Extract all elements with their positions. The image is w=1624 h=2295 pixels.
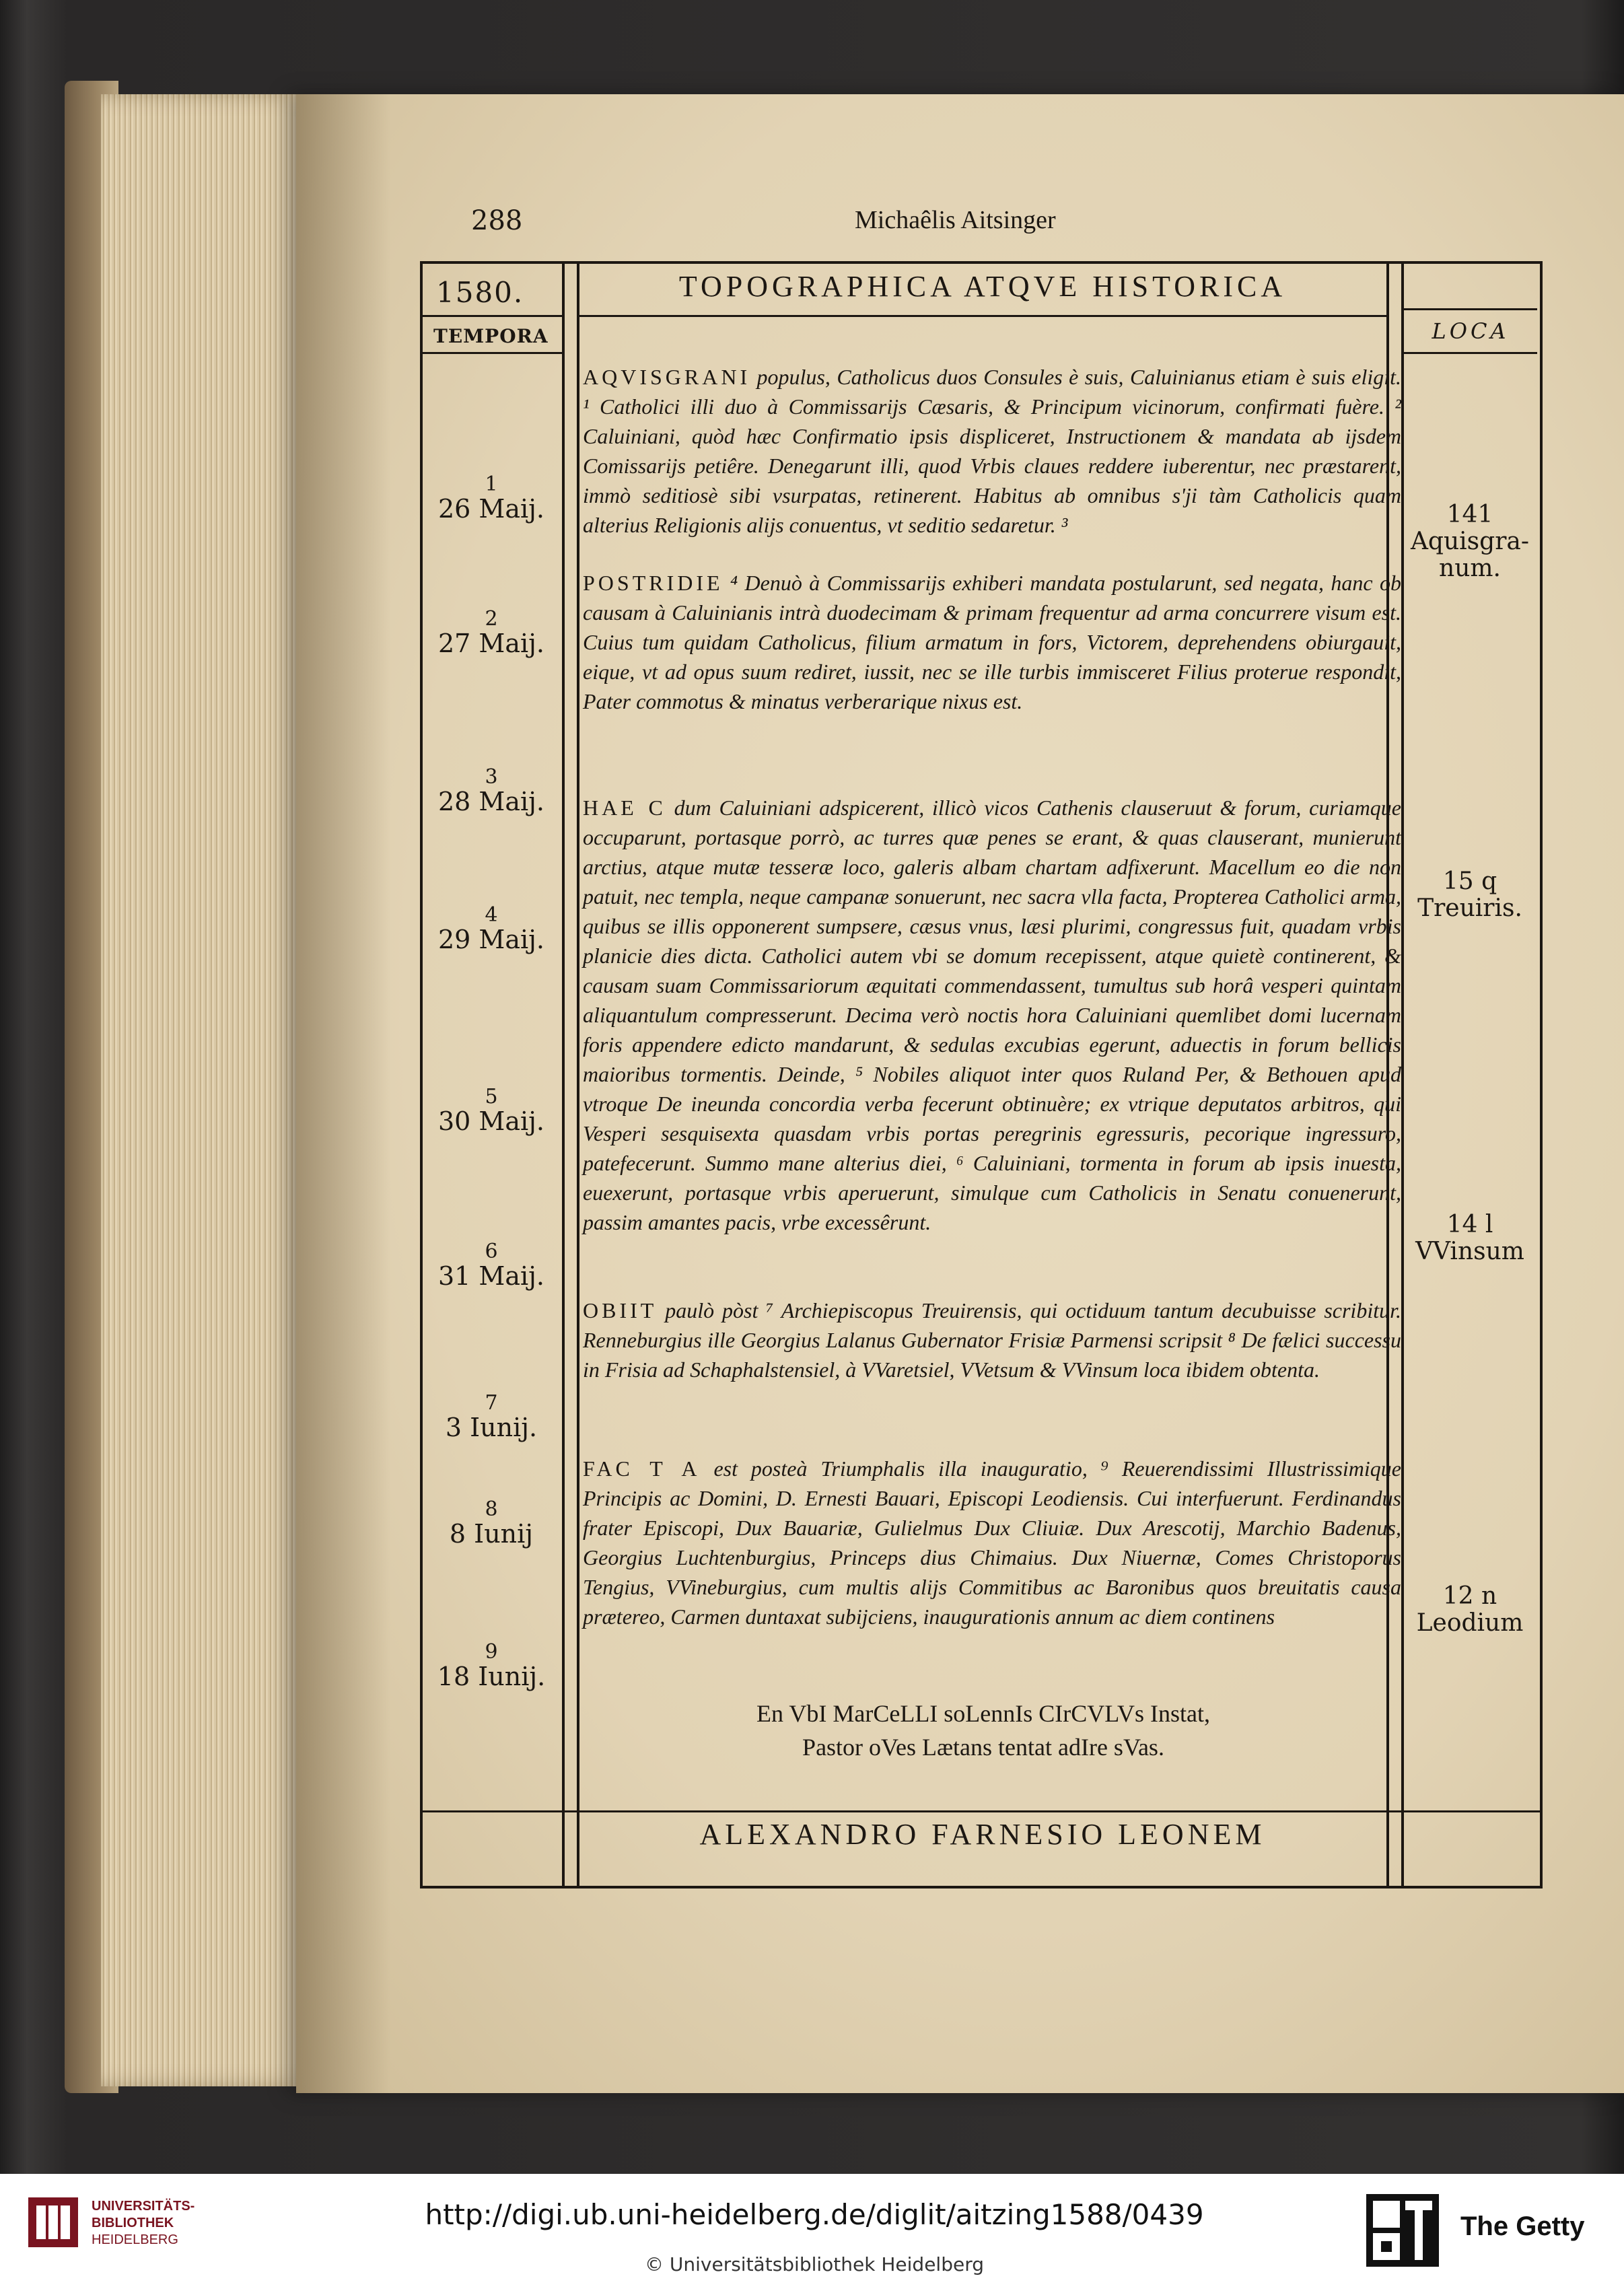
date-entry: 5 30 Maij.	[437, 1085, 544, 1136]
verse-line: Pastor oVes Lætans tentat adIre sVas.	[802, 1734, 1164, 1761]
date-entry: 9 18 Iunij.	[437, 1640, 546, 1691]
header-rule	[420, 315, 565, 317]
running-head: Michaêlis Aitsinger	[855, 206, 1056, 234]
page-title: TOPOGRAPHICA ATQVE HISTORICA	[678, 270, 1287, 303]
footer-title: ALEXANDRO FARNESIO LEONEM	[699, 1818, 1266, 1851]
paragraph: FAC T A est posteà Triumphalis illa inauguratio, ⁹ Reuerendissimi Illustrissimique Principis ac Domini, D. Ernesti Bauari, Episcopi Leodiensis. Cui interfuerunt. Ferdinandus frater Episcopi, Dux Bauariæ, Gulielmus Dux Cliuiæ. Dux Arescotij, Marchio Badenus, Georgius Luchtenburgius, Princeps dius Chimaius. Dux Niuernæ, Comes Christoporus Tengius, VVineburgius, cum multis alijs Commitibus ac Baronibus quos breuitatis causa prætereo, Carmen duntaxat subijciens, inaugurationis annum ac diem continens	[583, 1456, 1402, 1629]
header-rule	[579, 315, 1386, 317]
verse-line: En VbI MarCeLLI soLennIs CIrCVLVs Instat,	[756, 1700, 1210, 1727]
paragraph-lead: HAE C	[583, 796, 666, 820]
date-entry: 3 28 Maij.	[437, 765, 544, 816]
year-heading: 1580.	[436, 276, 524, 309]
university-library-logo-icon	[27, 2196, 79, 2249]
column-rule	[577, 264, 579, 1886]
column-rule	[562, 264, 565, 1886]
paragraph-lead: AQVISGRANI	[583, 365, 751, 389]
paragraph: OBIIT paulò pòst ⁷ Archiepiscopus Treuirensis, qui octiduum tantum decubuisse scribitur. Renneburgius ille Georgius Lalanus Gubernator Frisiæ Parmensi scripsit ⁸ De fælici successu in Frisia ad Schaphalstensiel, à VVaretsiel, VVetsum & VVinsum loca ibidem obtenta.	[583, 1298, 1401, 1382]
place-entry: 141 Aquisgra- num.	[1410, 501, 1530, 582]
date-entry: 4 29 Maij.	[437, 903, 544, 954]
paragraph: AQVISGRANI populus, Catholicus duos Consules è suis, Caluinianus etiam è suis eligit. ¹ Catholici illi duo à Commissarijs Cæsaris, & Principum vicinorum, confirmati fuère. ² Caluiniani, quòd hæc Confirmatio ipsis displiceret, Instructionem & mandata ab ijsdem Comissarijs petiêre. Denegarunt illi, quod Vrbis claues reddere iuberentur, nec præstarent, immò seditiosè sibi vsurpatas, retinerent. Habitus ab omnibus s'ji tàm Catholicis quam alterius Religionis alijs conuentus, vt seditio sedaretur. ³	[583, 365, 1401, 537]
paragraph: POSTRIDIE ⁴ Denuò à Commissarijs exhiberi mandata postularunt, sed negata, hanc ob causam à Caluinianis intrà duodecimam & primam frequentur ad arma concurrere visum est. Cuius tum quidam Catholicus, filium armatum in fors, Victorem, deprehendens obiurgauit, eique, vt ad opus suum rediret, iussit, nec se ille turbis immisceret Filius proterue respondit, Pater commotus & minatus verberarique nixus est.	[583, 571, 1401, 713]
date-entry: 2 27 Maij.	[437, 607, 544, 658]
header-rule	[1404, 352, 1537, 354]
paragraph-lead: FAC T A	[583, 1456, 701, 1481]
copyright-notice: © Universitätsbibliothek Heidelberg	[644, 2253, 984, 2275]
place-entry: 15 q Treuiris.	[1417, 868, 1522, 922]
library-name: UNIVERSITÄTS- BIBLIOTHEK HEIDELBERG	[92, 2199, 195, 2247]
footer-rule	[420, 1810, 1540, 1812]
place-entry: 14 l VVinsum	[1415, 1211, 1524, 1265]
date-entry: 1 26 Maij.	[437, 472, 544, 524]
page-number: 288	[471, 205, 523, 236]
place-entry: 12 n Leodium	[1416, 1582, 1524, 1637]
header-rule	[1404, 308, 1537, 310]
gutter-shadow	[296, 94, 390, 2093]
permalink-url[interactable]: http://digi.ub.uni-heidelberg.de/diglit/aitzing1588/0439	[425, 2198, 1204, 2231]
tempora-heading: TEMPORA	[433, 325, 549, 347]
header-rule	[423, 352, 562, 354]
getty-logo-icon	[1366, 2194, 1439, 2267]
partner-name: The Getty	[1460, 2212, 1585, 2241]
paragraph-lead: POSTRIDIE	[583, 571, 723, 595]
date-entry: 7 3 Iunij.	[445, 1391, 538, 1442]
paragraph-lead: OBIIT	[583, 1298, 658, 1322]
loca-heading: LOCA	[1432, 318, 1510, 344]
paragraph: HAE C dum Caluiniani adspicerent, illicò vicos Cathenis clauseruut & forum, curiamque occuparunt, portasque porrò, ac turres quæ penes se erant, & quas clauserant, munierunt arctius, atque mutæ tesseræ loco, galeris albam chartam adfixerunt. Macellum eo die non patuit, nec templa, neque campanæ sonuerunt, nec sacra vlla facta, Propterea Catholici arma, quibus se illis opponerent sumpsere, cæsus vnus, læsi plurimi, congressus fuit, quadam vrbis planicie dies dicta. Catholici autem vbi se domum recepissent, atque quietè continerent, & causam suam Commissariorum æquitati commendassent, tumultus sub horâ vesperi quintam aliquantulum compresserunt. Decima verò noctis hora Caluiniani quemlibet domi lucernam foris appendere edicto mandarunt, & sedulas excubias egerunt, aduectis in forum bellicis maioribus tormentis. Deinde, ⁵ Nobiles aliquot inter quos Ruland Per, & Bethouen apud vtroque De ineunda concordia verba fecerunt obtinuère; ex vtrique deputatos arbitros, qui Vesperi sesquisexta quasdam vrbis portas peregrinis egressuris, pecorique ingressuro, patefecerunt. Summo mane alterius diei, ⁶ Caluiniani, tormenta in forum ab ipsis inuesta, euexerunt, portasque vrbis aperuerunt, simulque cum Catholicis in Senatu conuenerunt, passim amantes pacis, vrbe excessêrunt.	[583, 796, 1402, 1234]
date-entry: 6 31 Maij.	[437, 1240, 544, 1291]
date-entry: 8 8 Iunij	[449, 1497, 534, 1549]
